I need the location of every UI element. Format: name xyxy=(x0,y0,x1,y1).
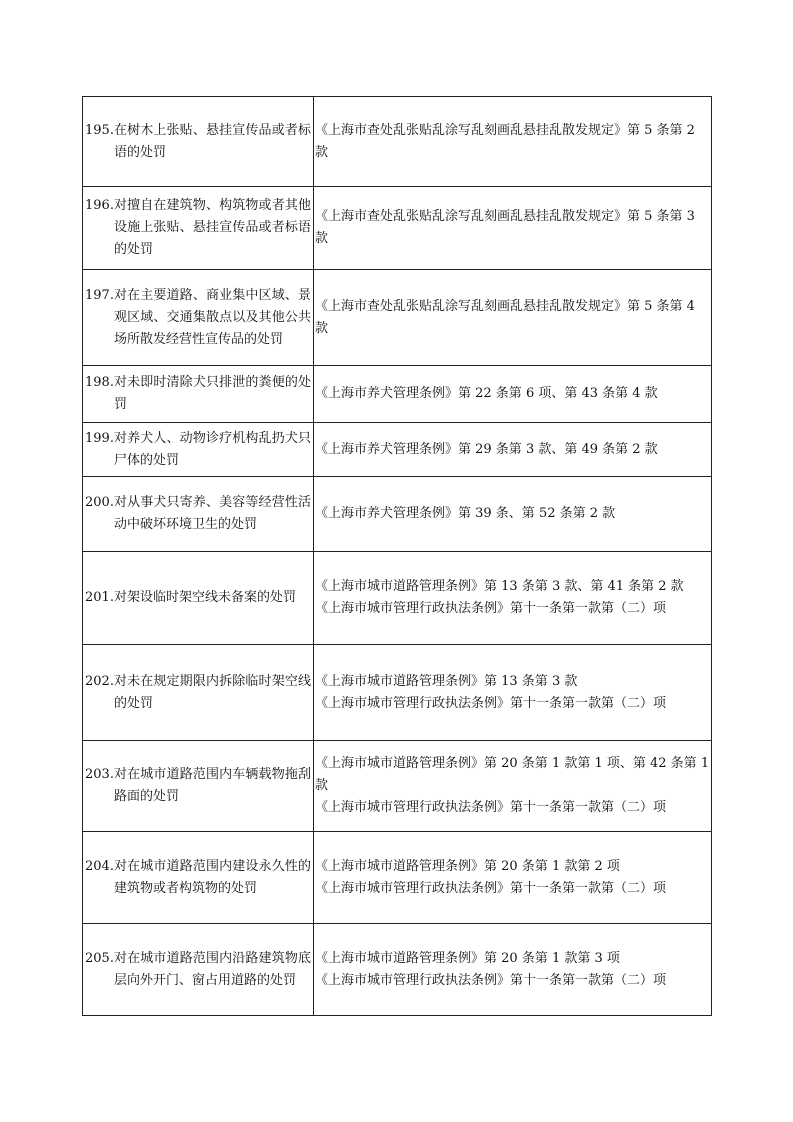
table-row xyxy=(83,366,712,423)
item-number: 198. xyxy=(85,375,114,390)
item-description: 对在主要道路、商业集中区域、景观区域、交通集散点以及其他公共场所散发经营性宣传品的处罚 xyxy=(113,287,311,347)
legal-basis-line: 《上海市查处乱张贴乱涂写乱刻画乱悬挂乱散发规定》第 5 条第 2 款 xyxy=(315,122,695,160)
item-description: 在树木上张贴、悬挂宣传品或者标语的处罚 xyxy=(113,122,311,160)
item-number: 204. xyxy=(85,858,114,874)
legal-basis-line: 《上海市查处乱张贴乱涂写乱刻画乱悬挂乱散发规定》第 5 条第 3 款 xyxy=(315,209,695,246)
legal-basis-line: 《上海市养犬管理条例》第 29 条第 3 款、第 49 条第 2 款 xyxy=(315,441,658,457)
penalty-item-cell xyxy=(83,423,314,477)
legal-basis-line: 《上海市城市道路管理条例》第 20 条第 1 款第 1 项、第 42 条第 1 款 xyxy=(315,756,710,793)
item-description: 对未即时清除犬只排泄的粪便的处罚 xyxy=(113,375,311,412)
legal-basis-line: 《上海市城市道路管理条例》第 13 条第 3 款 xyxy=(315,673,578,689)
table-row xyxy=(83,270,712,366)
item-number: 200. xyxy=(85,495,114,510)
item-description: 对架设临时架空线未备案的处罚 xyxy=(113,590,296,605)
penalty-item-cell xyxy=(83,924,314,1016)
item-description: 对未在规定期限内拆除临时架空线的处罚 xyxy=(113,673,311,711)
penalty-item-cell xyxy=(83,187,314,270)
item-description: 对养犬人、动物诊疗机构乱扔犬只尸体的处罚 xyxy=(113,430,311,468)
legal-basis-line: 《上海市城市道路管理条例》第 13 条第 3 款、第 41 条第 2 款 xyxy=(315,579,684,594)
legal-basis-line: 《上海市城市道路管理条例》第 20 条第 1 款第 3 项 xyxy=(315,950,620,966)
penalty-item-cell xyxy=(83,477,314,552)
table-row xyxy=(83,741,712,832)
penalty-item-cell xyxy=(83,552,314,645)
table-row xyxy=(83,97,712,187)
legal-basis-line: 《上海市查处乱张贴乱涂写乱刻画乱悬挂乱散发规定》第 5 条第 4 款 xyxy=(315,298,695,336)
legal-basis-line: 《上海市城市管理行政执法条例》第十一条第一款第（二）项 xyxy=(315,695,667,711)
table-row xyxy=(83,645,712,741)
item-number: 202. xyxy=(85,673,114,689)
item-number: 203. xyxy=(85,767,114,782)
table-row xyxy=(83,187,712,270)
legal-basis-cell xyxy=(314,832,712,924)
legal-basis-cell xyxy=(314,97,712,187)
penalty-items-table xyxy=(82,96,712,1016)
legal-basis-cell xyxy=(314,366,712,423)
item-number: 195. xyxy=(85,122,114,138)
item-description: 对从事犬只寄养、美容等经营性活动中破坏环境卫生的处罚 xyxy=(113,495,311,532)
legal-basis-line: 《上海市城市管理行政执法条例》第十一条第一款第（二）项 xyxy=(315,880,667,896)
item-description: 对在城市道路范围内建设永久性的建筑物或者构筑物的处罚 xyxy=(113,858,311,896)
penalty-item-cell xyxy=(83,270,314,366)
item-number: 196. xyxy=(85,198,114,213)
item-number: 201. xyxy=(85,590,114,605)
legal-basis-cell xyxy=(314,741,712,832)
item-number: 205. xyxy=(85,950,114,966)
item-description: 对在城市道路范围内车辆载物拖刮路面的处罚 xyxy=(113,767,311,804)
item-description: 对擅自在建筑物、构筑物或者其他设施上张贴、悬挂宣传品或者标语的处罚 xyxy=(113,198,311,257)
item-number: 199. xyxy=(85,430,114,446)
legal-basis-cell xyxy=(314,187,712,270)
table-row xyxy=(83,552,712,645)
table-row xyxy=(83,477,712,552)
legal-basis-cell xyxy=(314,924,712,1016)
table-row xyxy=(83,832,712,924)
table-row xyxy=(83,423,712,477)
item-number: 197. xyxy=(85,287,114,303)
legal-basis-line: 《上海市城市管理行政执法条例》第十一条第一款第（二）项 xyxy=(315,800,667,815)
legal-basis-cell xyxy=(314,645,712,741)
legal-basis-line: 《上海市养犬管理条例》第 22 条第 6 项、第 43 条第 4 款 xyxy=(315,386,658,401)
legal-basis-cell xyxy=(314,477,712,552)
legal-basis-line: 《上海市城市道路管理条例》第 20 条第 1 款第 2 项 xyxy=(315,858,620,874)
legal-basis-line: 《上海市养犬管理条例》第 39 条、第 52 条第 2 款 xyxy=(315,506,616,521)
item-description: 对在城市道路范围内沿路建筑物底层向外开门、窗占用道路的处罚 xyxy=(113,950,311,988)
penalty-item-cell xyxy=(83,366,314,423)
penalty-item-cell xyxy=(83,741,314,832)
legal-basis-line: 《上海市城市管理行政执法条例》第十一条第一款第（二）项 xyxy=(315,601,667,616)
legal-basis-line: 《上海市城市管理行政执法条例》第十一条第一款第（二）项 xyxy=(315,972,667,988)
penalty-item-cell xyxy=(83,97,314,187)
table-row xyxy=(83,924,712,1016)
legal-basis-cell xyxy=(314,270,712,366)
penalty-item-cell xyxy=(83,832,314,924)
penalty-item-cell xyxy=(83,645,314,741)
legal-basis-cell xyxy=(314,423,712,477)
legal-basis-cell xyxy=(314,552,712,645)
